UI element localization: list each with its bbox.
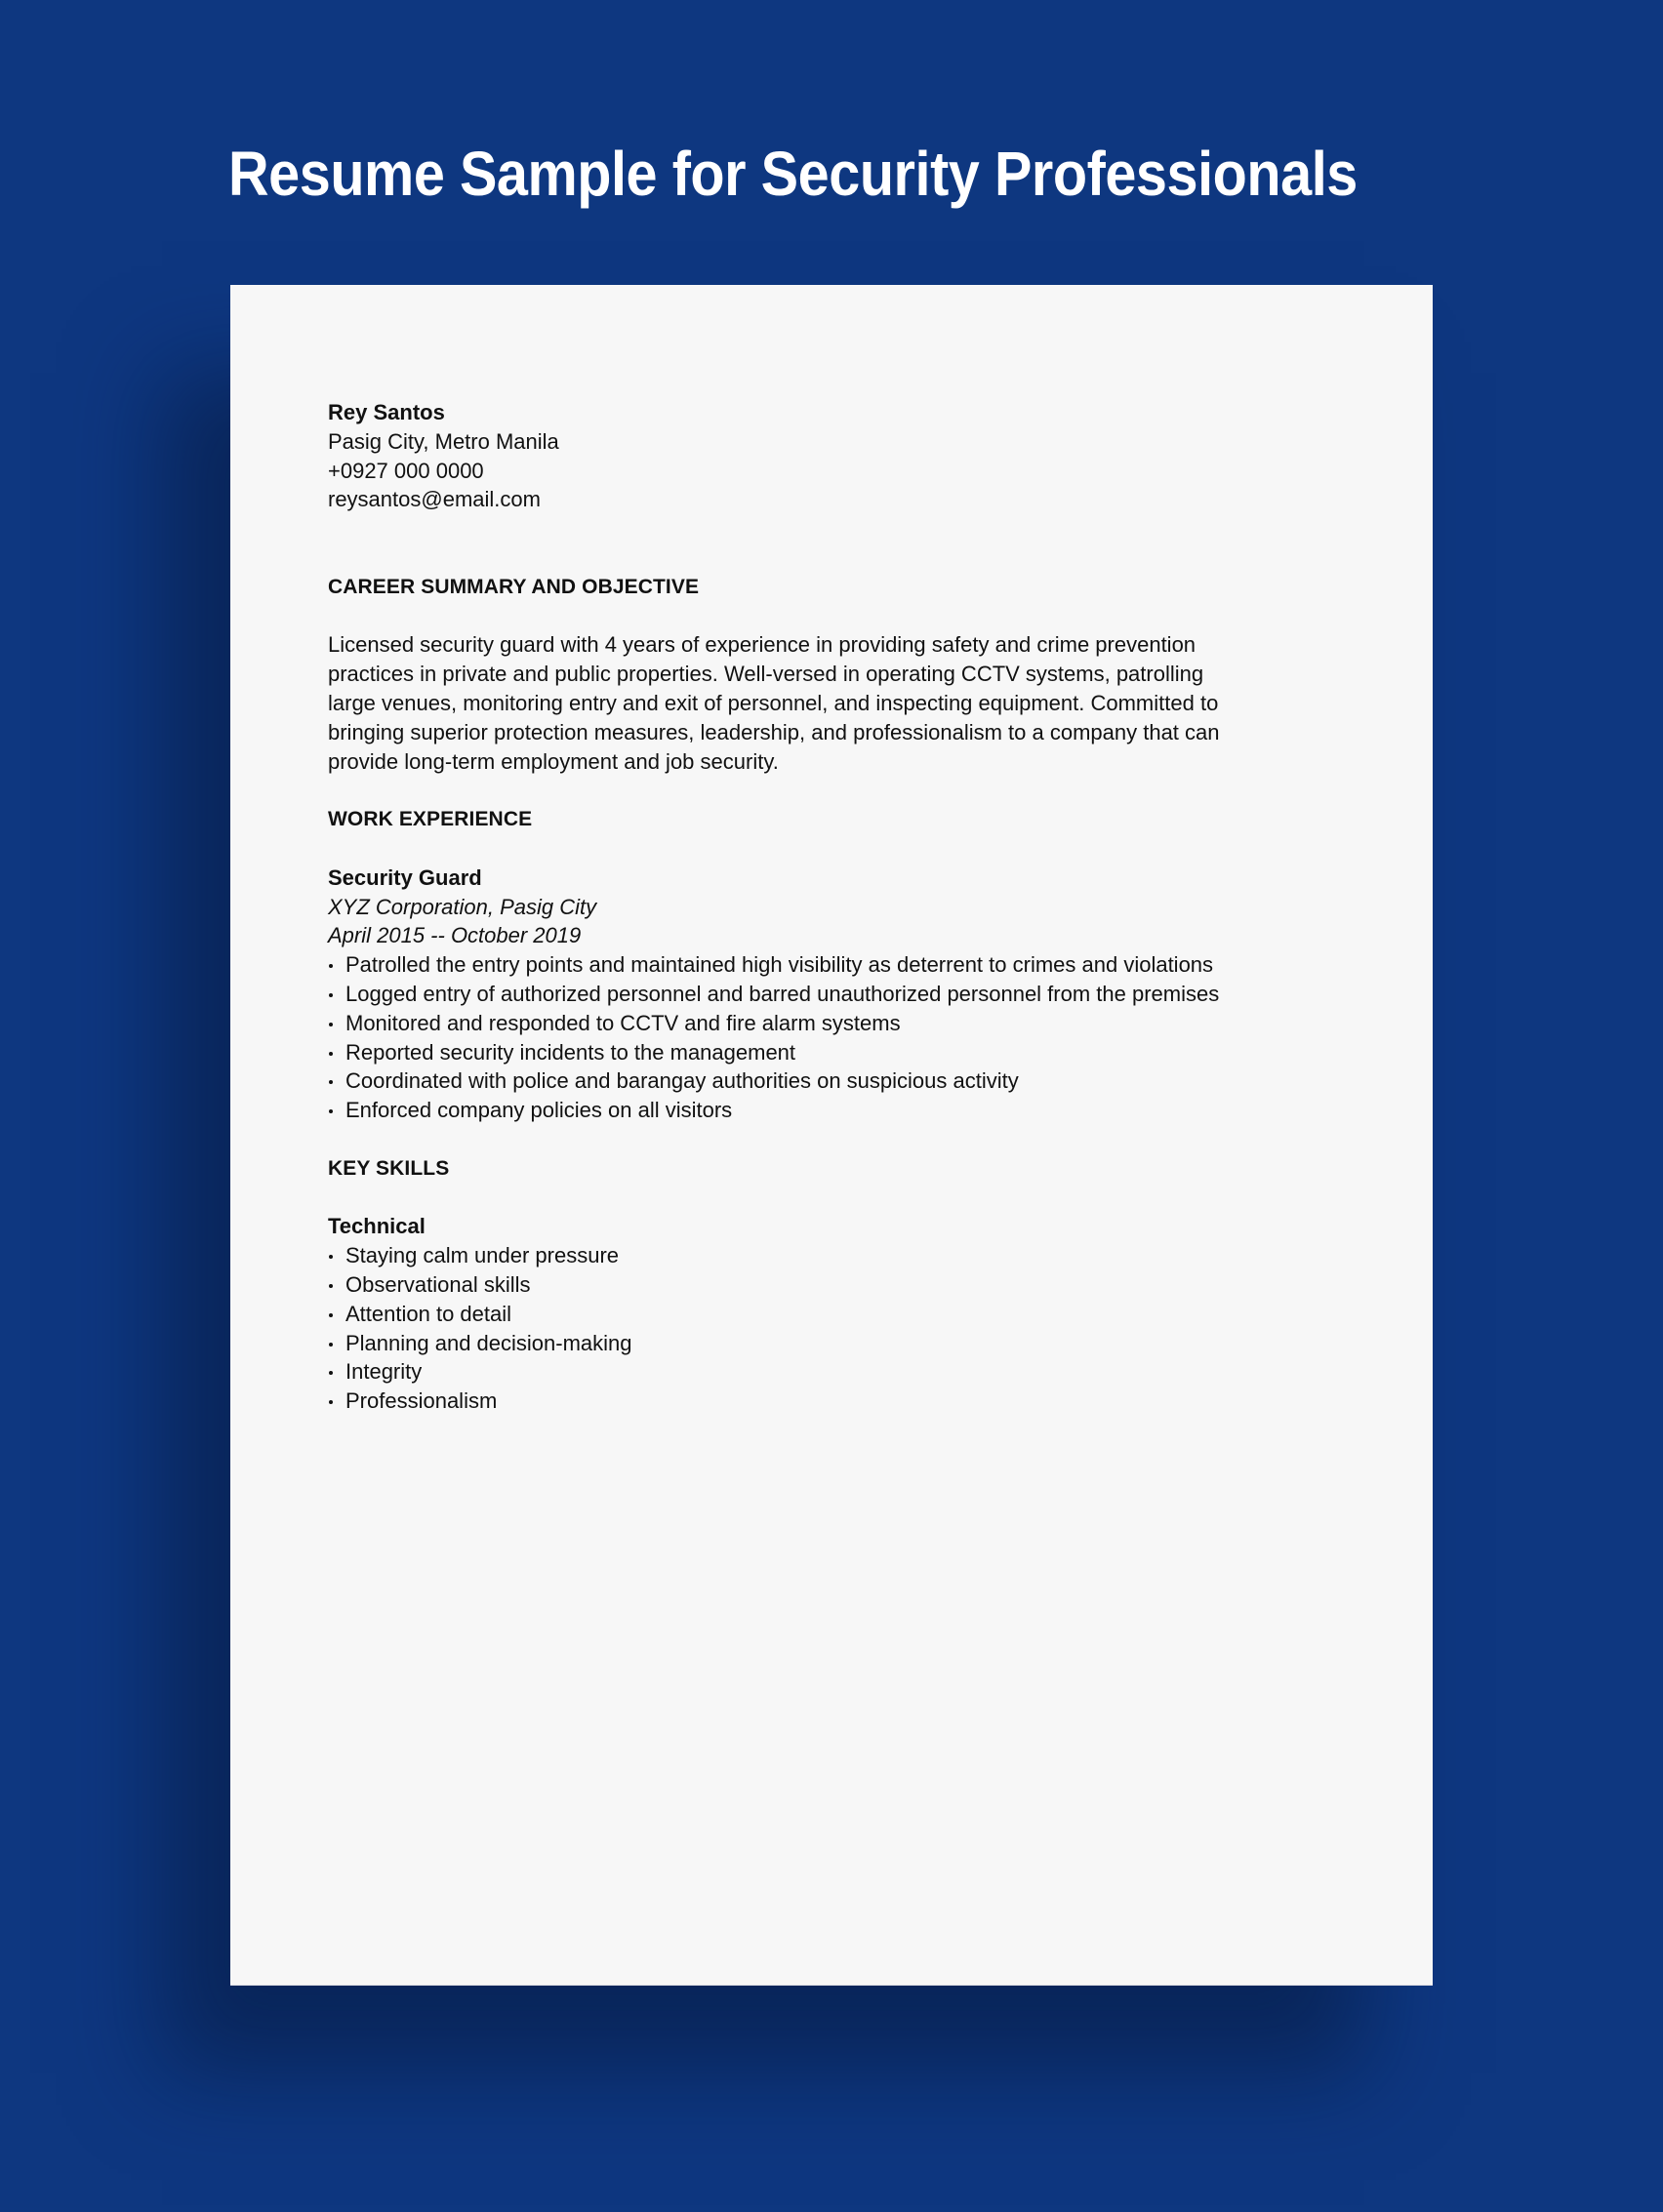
duty-text: Enforced company policies on all visitors [345, 1098, 733, 1123]
skill-text: Integrity [345, 1359, 423, 1385]
bullet-icon [329, 1284, 333, 1288]
duty-text: Reported security incidents to the management [345, 1039, 796, 1065]
section-heading-key-skills: KEY SKILLS [328, 1156, 450, 1180]
spacer [328, 543, 1374, 573]
spacer [328, 602, 1374, 631]
list-item [328, 980, 1374, 1009]
list-item [328, 1300, 1374, 1329]
bullet-icon [329, 1343, 333, 1347]
list-item [328, 1096, 1374, 1125]
contact-block [328, 398, 1374, 514]
skill-text: Observational skills [345, 1271, 531, 1297]
list-item [328, 1329, 1374, 1358]
list-item [328, 1387, 1374, 1416]
list-item [328, 1357, 1374, 1387]
paragraph-line: bringing superior protection measures, leadership, and professionalism to a company that can [328, 719, 1220, 744]
contact-phone: +0927 000 0000 [328, 458, 484, 483]
duty-text: Patrolled the entry points and maintained high visibility as deterrent to crimes and violations [345, 952, 1214, 978]
section-heading-career-summary: CAREER SUMMARY AND OBJECTIVE [328, 575, 700, 598]
bullet-icon [329, 1313, 333, 1317]
section-heading-work-experience: WORK EXPERIENCE [328, 808, 533, 831]
spacer [328, 1125, 1374, 1154]
duty-text: Coordinated with police and barangay authorities on suspicious activity [345, 1068, 1019, 1094]
paragraph-line: large venues, monitoring entry and exit of personnel, and inspecting equipment. Committed to [328, 690, 1219, 715]
contact-location: Pasig City, Metro Manila [328, 428, 559, 454]
career-summary-paragraph [328, 630, 1374, 776]
list-item [328, 1241, 1374, 1270]
spacer [328, 776, 1374, 805]
resume-document [328, 398, 1374, 1416]
page-title: Resume Sample for Security Professionals [228, 139, 1358, 209]
list-item [328, 1009, 1374, 1038]
bullet-icon [329, 1371, 333, 1375]
list-item [328, 1038, 1374, 1067]
duty-text: Monitored and responded to CCTV and fire alarm systems [345, 1010, 901, 1035]
contact-name: Rey Santos [328, 400, 445, 424]
bullet-icon [329, 1109, 333, 1113]
skill-text: Staying calm under pressure [345, 1243, 620, 1268]
job-dates: April 2015 -- October 2019 [328, 923, 582, 948]
bullet-icon [329, 1080, 333, 1084]
paragraph-line: Licensed security guard with 4 years of experience in providing safety and crime prevention [328, 632, 1197, 658]
job-duties-list [328, 950, 1374, 1125]
duty-text: Logged entry of authorized personnel and barred unauthorized personnel from the premises [345, 981, 1220, 1006]
list-item [328, 1066, 1374, 1096]
work-experience-section [328, 805, 1374, 1125]
skill-text: Attention to detail [345, 1301, 512, 1326]
spacer [328, 514, 1374, 543]
bullet-icon [329, 1400, 333, 1404]
list-item [328, 950, 1374, 980]
spacer [328, 1184, 1374, 1213]
resume-paper [230, 285, 1433, 1986]
job-entry [328, 864, 1374, 1125]
bullet-icon [329, 1255, 333, 1259]
skill-group [328, 1212, 1374, 1416]
skill-group-label: Technical [328, 1214, 426, 1239]
job-company: XYZ Corporation, Pasig City [328, 894, 597, 919]
key-skills-section [328, 1154, 1374, 1416]
skill-text: Planning and decision-making [345, 1330, 632, 1355]
bullet-icon [329, 1023, 333, 1026]
career-summary-section [328, 573, 1374, 777]
job-title: Security Guard [328, 865, 482, 890]
paragraph-line: provide long-term employment and job security. [328, 748, 779, 774]
list-item [328, 1270, 1374, 1300]
paragraph-line: practices in private and public properties. Well-versed in operating CCTV systems, patrolling [328, 662, 1204, 687]
spacer [328, 834, 1374, 864]
bullet-icon [329, 993, 333, 997]
skills-list [328, 1241, 1374, 1416]
contact-email: reysantos@email.com [328, 487, 541, 512]
skill-text: Professionalism [345, 1388, 498, 1414]
bullet-icon [329, 1052, 333, 1056]
bullet-icon [329, 964, 333, 968]
